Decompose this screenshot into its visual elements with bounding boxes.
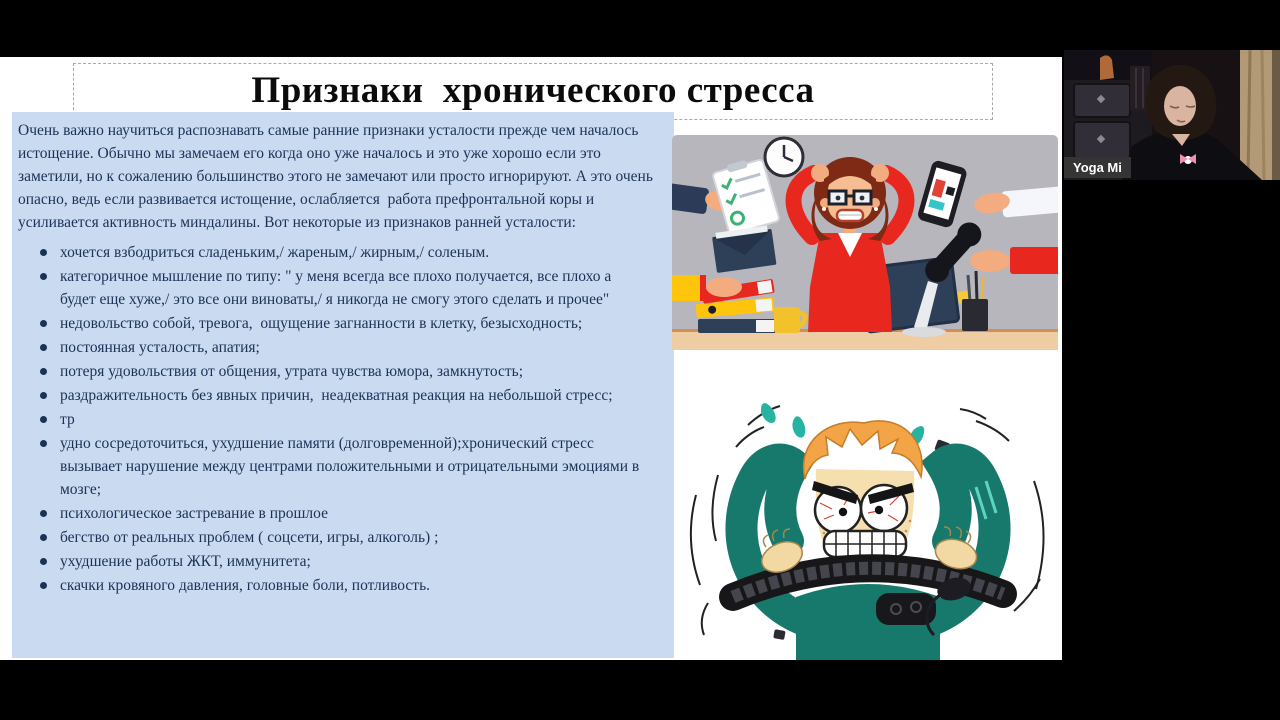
bullet-item: психологическое застревание в прошлое: [60, 502, 644, 525]
bullet-item: ухудшение работы ЖКТ, иммунитета;: [60, 550, 644, 573]
bullet-item: раздражительность без явных причин, неадекватная реакция на небольшой стресс;: [60, 384, 644, 407]
clock-icon: [765, 138, 803, 176]
presentation-slide: [0, 57, 1062, 660]
keyboard-rage-image: [678, 383, 1058, 660]
participant-name-label: Yoga Mi: [1064, 157, 1131, 178]
bullet-item: тр: [60, 408, 644, 431]
desk: [672, 332, 1058, 350]
bullet-item: потеря удовольствия от общения, утрата чувства юмора, замкнутость;: [60, 360, 644, 383]
stressed-woman: [794, 157, 907, 332]
stressed-worker-image: [672, 135, 1058, 350]
bullet-item: удно сосредоточиться, ухудшение памяти (долговременной);хронический стресс вызывает нарушение между центрами положительными и отрицательными эмоциями в мозге;: [60, 432, 644, 501]
bullet-item: категоричное мышление по типу: " у меня всегда все плохо получается, все плохо а будет еще хуже,/ это все они виноваты,/ я никогда не смогу этого сделать и прочее": [60, 265, 644, 311]
webcam-tile[interactable]: [1064, 50, 1280, 180]
bullet-item: постоянная усталость, апатия;: [60, 336, 644, 359]
bullet-item: хочется взбодриться сладеньким,/ жареным,/ жирным,/ соленым.: [60, 241, 644, 264]
keyboard-rage-illustration: [678, 383, 1058, 660]
angry-face: [804, 421, 923, 558]
bullet-list: [18, 241, 666, 597]
stress-signs-panel: [12, 112, 674, 658]
page-title: Признаки хронического стресса: [251, 70, 815, 111]
bullet-item: недовольство собой, тревога, ощущение загнанности в клетку, безысходность;: [60, 312, 644, 335]
bullet-item: бегство от реальных проблем ( соцсети, игры, алкоголь) ;: [60, 526, 644, 549]
stressed-worker-illustration: [672, 135, 1058, 350]
curtain: [1240, 50, 1280, 180]
bullet-item: скачки кровяного давления, головные боли, потливость.: [60, 574, 644, 597]
intro-paragraph: Очень важно научиться распознавать самые ранние признаки усталости прежде чем началось истощение. Обычно мы замечаем его когда оно уже началось и это уже хорошо если это заметили, но к сожалению большинство этого не замечают или просто игнорируют. А это очень опасно, ведь если развивается истощение, ослабляется работа префронтальной коры и усиливается активность миндалины. Вот некоторые из признаков ранней усталости:: [18, 122, 657, 231]
